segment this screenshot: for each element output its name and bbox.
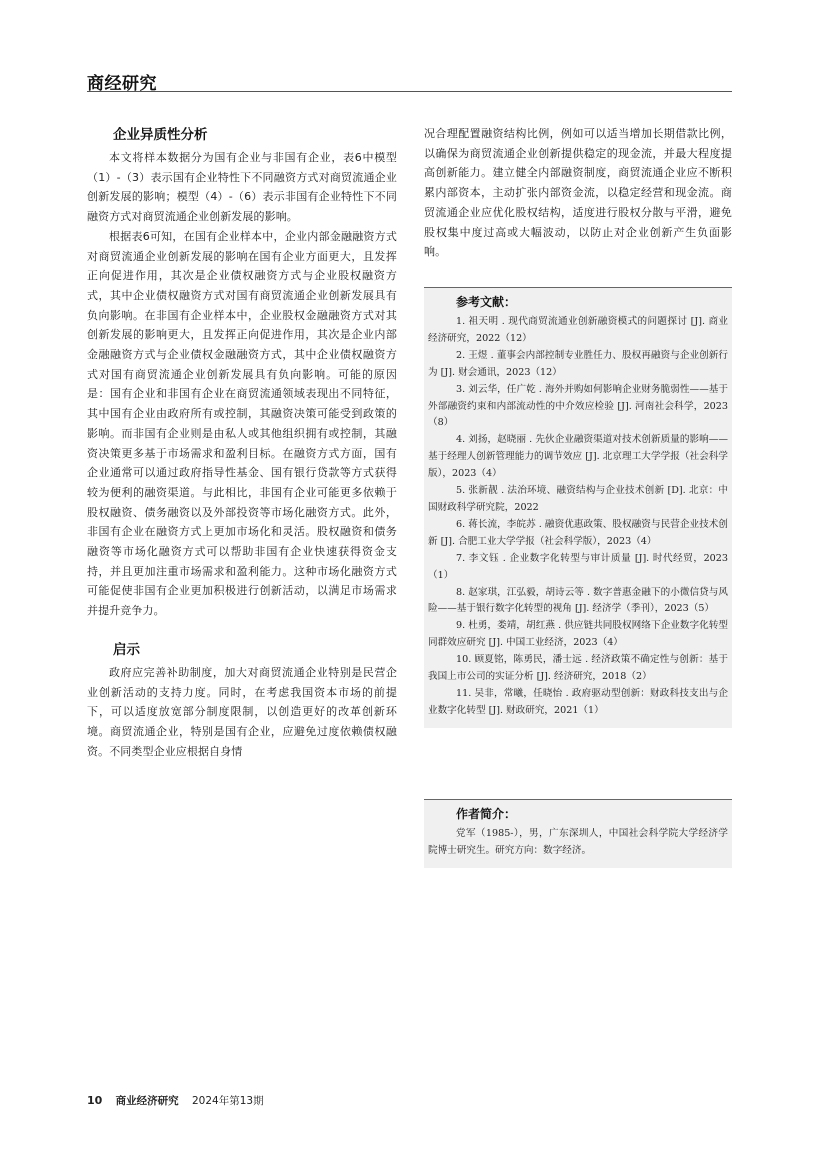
body-paragraph: 政府应完善补助制度，加大对商贸流通企业特别是民营企业创新活动的支持力度。同时，在考虑我国资本市场的前提下，可以适度放宽部分制度限制，以创造更好的改革创新环境。商贸流通企业，特别是国有企业，应避免过度依赖债权融资。不同类型企业应根据自身情 xyxy=(87,665,397,758)
reference-item: 1. 祖天明 . 现代商贸流通业创新融资模式的问题探讨 [J]. 商业经济研究，2022（12） xyxy=(428,316,728,344)
references-title: 参考文献： xyxy=(456,295,517,309)
header-divider xyxy=(87,91,732,92)
reference-item: 8. 赵家琪，江弘毅，胡诗云等 . 数字普惠金融下的小微信贷与风险——基于银行数字化转型的视角 [J]. 经济学（季刊），2023（5） xyxy=(428,586,728,615)
reference-item: 11. 吴非，常曦，任晓怡 . 政府驱动型创新：财政科技支出与企业数字化转型 [J]. 财政研究，2021（1） xyxy=(428,687,728,716)
page-number: 10 xyxy=(87,1094,103,1107)
section-heading-implications: 启示 xyxy=(113,641,140,658)
body-paragraph-continued: 况合理配置融资结构比例，例如可以适当增加长期借款比例，以确保为商贸流通企业创新提供稳定的现金流，并最大程度提高创新能力。建立健全内部融资制度，商贸流通企业应不断积累内部资本，主动扩张内部资金流，以稳定经营和现金流。商贸流通企业应优化股权结构，适度进行股权分散与平滑，避免股权集中度过高或大幅波动，以防止对企业创新产生负面影响。 xyxy=(424,127,732,259)
body-paragraph: 根据表6可知，在国有企业样本中，企业内部金融融资方式对商贸流通企业创新发展的影响在国有企业方面更大，且发挥正向促进作用，其次是企业债权融资方式与企业股权融资方式，其中企业债权融资方式对国有商贸流通企业创新发展具有负向影响。在非国有企业样本中，企业股权金融融资方式对其创新发展的影响更大，且发挥正向促进作用，其次是企业内部金融融资方式与企业债权金融融资方式，其中企业债权融资方式对国有商贸流通企业创新发展具有负向影响。可能的原因是：国有企业和非国有企业在商贸流通领域表现出不同特征，其中国有企业由政府所有或控制，其融资决策可能受到政策的影响。而非国有企业则是由私人或其他组织拥有或控制，其融资决策更多基于市场需求和盈利目标。在融资方式方面，国有企业通常可以通过政府指导性基金、国有银行贷款等方式获得较为便利的融资渠道。与此相比，非国有企业可能更多依赖于股权融资、债务融资以及外部投资等市场化融资方式。此外，非国有企业在融资方式上更加市场化和灵活。股权融资和债务融资等市场化融资方式可以帮助非国有企业快速获得资金支持，并且更加注重市场需求和盈利能力。这种市场化融资方式可能促使非国有企业更加积极进行创新活动，以满足市场需求并提升竞争力。 xyxy=(87,229,397,618)
reference-item: 5. 张新靓 . 法治环境、融资结构与企业技术创新 [D]. 北京：中国财政科学研究院，2022 xyxy=(428,485,728,513)
page-footer xyxy=(87,1093,264,1108)
author-bio-box xyxy=(424,799,732,868)
reference-item: 9. 杜勇，娄靖，胡红燕 . 供应链共同股权网络下企业数字化转型同群效应研究 [J]. 中国工业经济，2023（4） xyxy=(428,620,728,649)
journal-section-title: 商经研究 xyxy=(87,74,157,94)
body-paragraph: 本文将样本数据分为国有企业与非国有企业，表6中模型（1）-（3）表示国有企业特性下不同融资方式对商贸流通企业创新发展的影响；模型（4）-（6）表示非国有企业特性下不同融资方式对商贸流通企业创新发展的影响。 xyxy=(87,151,397,224)
reference-item: 3. 刘云华，任广乾 . 海外并购如何影响企业财务脆弱性——基于外部融资约束和内部流动性的中介效应检验 [J]. 河南社会科学，2023（8） xyxy=(428,383,728,429)
right-column xyxy=(424,124,732,262)
section-heading-heterogeneity: 企业异质性分析 xyxy=(113,127,208,143)
author-bio-text: 党军（1985-），男，广东深圳人，中国社会科学院大学经济学院博士研究生。研究方向：数字经济。 xyxy=(428,828,728,856)
reference-item: 2. 王煜 . 董事会内部控制专业胜任力、股权再融资与企业创新行为 [J]. 财会通讯，2023（12） xyxy=(428,349,728,378)
author-bio-title: 作者简介： xyxy=(456,807,517,821)
left-column xyxy=(87,124,397,761)
journal-name: 商业经济研究 xyxy=(115,1095,179,1107)
references-box xyxy=(424,287,732,728)
reference-item: 6. 蒋长流，李皖苏 . 融资优惠政策、股权融资与民营企业技术创新 [J]. 合肥工业大学学报（社会科学版），2023（4） xyxy=(428,518,728,547)
reference-item: 4. 刘扬，赵晓丽 . 先伙企业融资渠道对技术创新质量的影响——基于经理人创新管理能力的调节效应 [J]. 北京理工大学学报（社会科学版），2023（4） xyxy=(428,434,728,480)
reference-item: 10. 顾夏铭，陈勇民，潘士远 . 经济政策不确定性与创新：基于我国上市公司的实证分析 [J]. 经济研究，2018（2） xyxy=(428,654,728,683)
issue-info: 2024年第13期 xyxy=(192,1095,264,1107)
reference-item: 7. 李文钰 . 企业数字化转型与审计质量 [J]. 时代经贸，2023（1） xyxy=(428,552,728,581)
